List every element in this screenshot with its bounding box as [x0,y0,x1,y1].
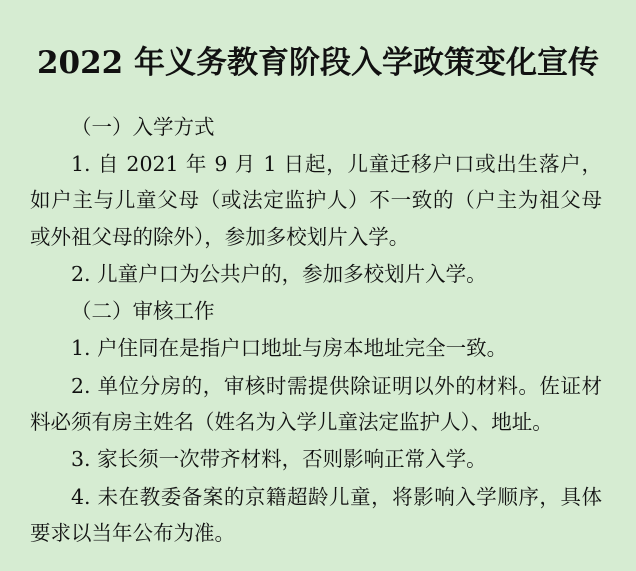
paragraph-2-1: 1. 户住同在是指户口地址与房本地址完全一致。 [71,336,508,361]
page-title: 2022 年义务教育阶段入学政策变化宣传 [36,45,600,81]
paragraph-1-1: 1. 自 2021 年 9 月 1 日起，儿童迁移户口或出生落户，如户主与儿童父母（或法定监护人）不一致的（户主为祖父母或外祖父母的除外），参加多校划片入学。 [30,152,602,249]
paragraph-1-2: 2. 儿童户口为公共户的，参加多校划片入学。 [71,261,487,286]
paragraph-2-4: 4. 未在教委备案的京籍超龄儿童，将影响入学顺序，具体要求以当年公布为准。 [30,484,602,545]
paragraph-section-1-heading: （一）入学方式 [71,114,215,139]
document-body [0,83,636,551]
paragraph-2-3: 3. 家长须一次带齐材料，否则影响正常入学。 [71,447,487,472]
paragraph-2-2: 2. 单位分房的，审核时需提供除证明以外的材料。佐证材料必须有房主姓名（姓名为入学儿童法定监护人）、地址。 [30,373,602,434]
paragraph-section-2-heading: （二）审核工作 [71,299,215,324]
